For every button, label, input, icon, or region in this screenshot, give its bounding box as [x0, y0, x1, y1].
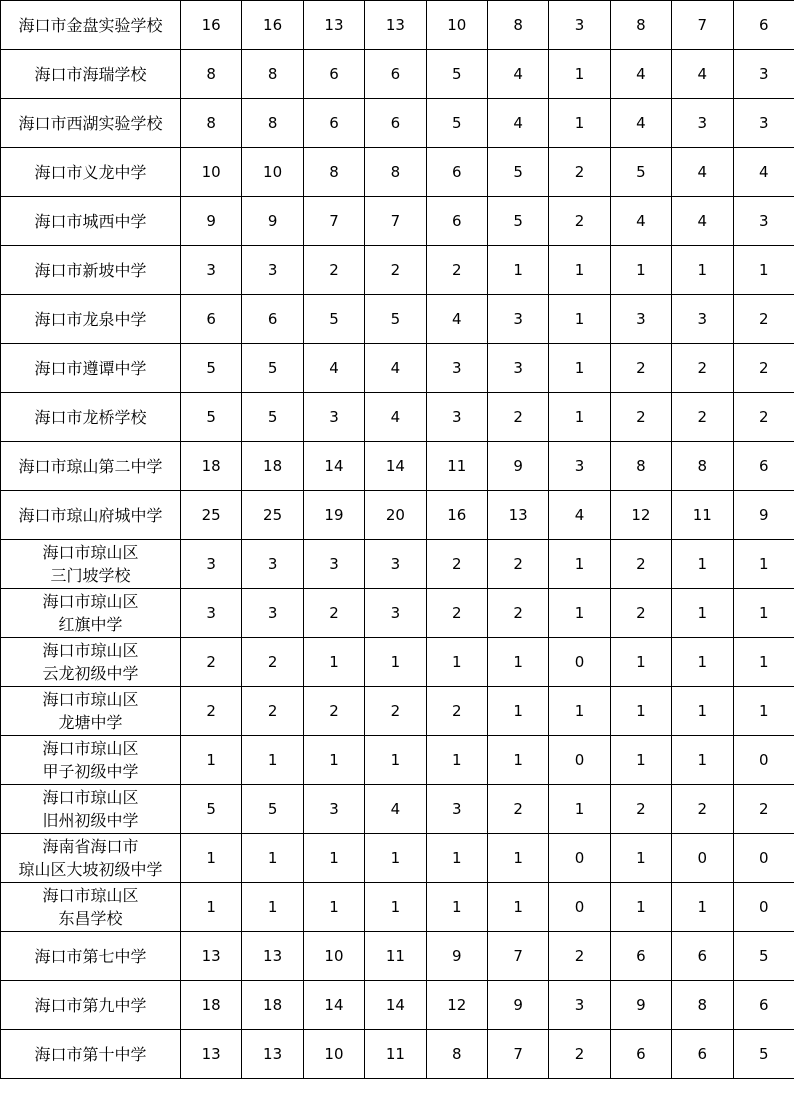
school-name-cell: [1, 99, 181, 148]
value-cell: 1: [733, 246, 794, 295]
table-row: [1, 785, 794, 834]
school-name-cell: [1, 687, 181, 736]
value-cell: 1: [303, 834, 364, 883]
value-cell: 4: [733, 148, 794, 197]
value-cell: 6: [672, 932, 733, 981]
value-cell: 25: [181, 491, 242, 540]
school-name-line: 海口市第九中学: [34, 995, 147, 1015]
value-cell: 2: [426, 589, 487, 638]
value-cell: 3: [242, 540, 303, 589]
value-cell: 2: [303, 246, 364, 295]
value-cell: 8: [181, 99, 242, 148]
value-cell: 1: [549, 295, 610, 344]
table-row: [1, 442, 794, 491]
value-cell: 1: [549, 344, 610, 393]
value-cell: 0: [549, 736, 610, 785]
value-cell: 2: [610, 589, 671, 638]
value-cell: 2: [610, 540, 671, 589]
value-cell: 0: [549, 834, 610, 883]
value-cell: 3: [242, 246, 303, 295]
value-cell: 11: [672, 491, 733, 540]
value-cell: 4: [610, 99, 671, 148]
value-cell: 7: [487, 1030, 548, 1079]
value-cell: 3: [672, 99, 733, 148]
value-cell: 2: [733, 393, 794, 442]
value-cell: 3: [426, 344, 487, 393]
value-cell: 7: [487, 932, 548, 981]
school-name-cell: [1, 638, 181, 687]
table-row: [1, 1, 794, 50]
value-cell: 1: [549, 687, 610, 736]
school-name-cell: [1, 1030, 181, 1079]
value-cell: 9: [426, 932, 487, 981]
value-cell: 2: [487, 393, 548, 442]
value-cell: 11: [426, 442, 487, 491]
value-cell: 1: [303, 638, 364, 687]
value-cell: 1: [549, 246, 610, 295]
value-cell: 8: [242, 50, 303, 99]
value-cell: 2: [303, 589, 364, 638]
table-row: [1, 491, 794, 540]
value-cell: 3: [242, 589, 303, 638]
value-cell: 4: [672, 148, 733, 197]
school-name-cell: [1, 393, 181, 442]
value-cell: 1: [610, 246, 671, 295]
table-row: [1, 981, 794, 1030]
value-cell: 2: [672, 393, 733, 442]
table-row: [1, 540, 794, 589]
school-name-line: 海南省海口市: [42, 837, 139, 856]
value-cell: 6: [303, 99, 364, 148]
value-cell: 5: [242, 785, 303, 834]
value-cell: 1: [181, 736, 242, 785]
value-cell: 1: [365, 638, 426, 687]
table-row: [1, 638, 794, 687]
value-cell: 1: [549, 393, 610, 442]
value-cell: 2: [733, 344, 794, 393]
value-cell: 2: [242, 687, 303, 736]
school-name-cell: [1, 785, 181, 834]
value-cell: 2: [426, 540, 487, 589]
school-name-line: 海口市义龙中学: [34, 162, 147, 182]
value-cell: 3: [549, 1, 610, 50]
school-name-line: 三门坡学校: [50, 566, 131, 585]
value-cell: 1: [672, 540, 733, 589]
value-cell: 2: [672, 785, 733, 834]
value-cell: 3: [426, 785, 487, 834]
value-cell: 18: [242, 981, 303, 1030]
value-cell: 2: [487, 785, 548, 834]
value-cell: 14: [303, 442, 364, 491]
school-name-line: 云龙初级中学: [42, 664, 139, 683]
value-cell: 5: [610, 148, 671, 197]
value-cell: 2: [549, 148, 610, 197]
table-row: [1, 736, 794, 785]
value-cell: 11: [365, 1030, 426, 1079]
value-cell: 5: [303, 295, 364, 344]
value-cell: 9: [487, 442, 548, 491]
value-cell: 13: [242, 1030, 303, 1079]
value-cell: 9: [733, 491, 794, 540]
value-cell: 0: [733, 736, 794, 785]
value-cell: 8: [610, 442, 671, 491]
value-cell: 5: [242, 344, 303, 393]
value-cell: 13: [303, 1, 364, 50]
value-cell: 16: [426, 491, 487, 540]
school-name-line: 海口市龙桥学校: [34, 407, 147, 427]
value-cell: 8: [672, 442, 733, 491]
school-name-cell: [1, 50, 181, 99]
school-name-line: 海口市城西中学: [34, 211, 147, 231]
value-cell: 1: [610, 736, 671, 785]
value-cell: 2: [487, 540, 548, 589]
value-cell: 3: [303, 785, 364, 834]
school-name-cell: [1, 1, 181, 50]
value-cell: 1: [365, 883, 426, 932]
value-cell: 10: [303, 1030, 364, 1079]
value-cell: 1: [549, 50, 610, 99]
value-cell: 18: [242, 442, 303, 491]
value-cell: 5: [242, 393, 303, 442]
value-cell: 10: [303, 932, 364, 981]
value-cell: 1: [181, 883, 242, 932]
value-cell: 3: [365, 540, 426, 589]
value-cell: 8: [303, 148, 364, 197]
value-cell: 19: [303, 491, 364, 540]
school-name-cell: [1, 344, 181, 393]
value-cell: 2: [672, 344, 733, 393]
school-name-cell: [1, 246, 181, 295]
value-cell: 2: [549, 197, 610, 246]
school-name-line: 海口市琼山府城中学: [18, 505, 163, 525]
value-cell: 6: [426, 197, 487, 246]
table-body: [1, 1, 794, 1079]
value-cell: 1: [610, 834, 671, 883]
value-cell: 3: [672, 295, 733, 344]
table-row: [1, 393, 794, 442]
table-row: [1, 834, 794, 883]
value-cell: 5: [426, 50, 487, 99]
value-cell: 1: [365, 736, 426, 785]
value-cell: 1: [303, 883, 364, 932]
value-cell: 2: [549, 932, 610, 981]
value-cell: 1: [487, 687, 548, 736]
school-name-line: 海口市琼山第二中学: [18, 456, 163, 476]
value-cell: 1: [733, 638, 794, 687]
value-cell: 1: [610, 638, 671, 687]
school-name-cell: [1, 834, 181, 883]
value-cell: 8: [672, 981, 733, 1030]
value-cell: 2: [242, 638, 303, 687]
value-cell: 13: [487, 491, 548, 540]
value-cell: 16: [242, 1, 303, 50]
value-cell: 3: [303, 393, 364, 442]
value-cell: 14: [365, 442, 426, 491]
school-name-cell: [1, 736, 181, 785]
school-name-cell: [1, 981, 181, 1030]
value-cell: 13: [181, 1030, 242, 1079]
value-cell: 14: [365, 981, 426, 1030]
value-cell: 9: [181, 197, 242, 246]
value-cell: 13: [242, 932, 303, 981]
value-cell: 0: [549, 883, 610, 932]
value-cell: 6: [733, 981, 794, 1030]
value-cell: 1: [487, 246, 548, 295]
value-cell: 16: [181, 1, 242, 50]
school-name-line: 海口市遵谭中学: [34, 358, 147, 378]
value-cell: 1: [426, 736, 487, 785]
value-cell: 2: [487, 589, 548, 638]
value-cell: 3: [181, 246, 242, 295]
value-cell: 4: [365, 393, 426, 442]
table-row: [1, 197, 794, 246]
value-cell: 1: [426, 638, 487, 687]
school-name-line: 海口市新坡中学: [34, 260, 147, 280]
school-name-line: 海口市西湖实验学校: [18, 113, 163, 133]
value-cell: 8: [181, 50, 242, 99]
value-cell: 6: [733, 442, 794, 491]
school-name-line: 红旗中学: [58, 615, 123, 634]
value-cell: 3: [549, 981, 610, 1030]
table-row: [1, 148, 794, 197]
value-cell: 1: [487, 638, 548, 687]
school-name-line: 海口市琼山区: [42, 641, 139, 660]
value-cell: 2: [426, 246, 487, 295]
school-name-cell: [1, 295, 181, 344]
value-cell: 9: [242, 197, 303, 246]
value-cell: 2: [733, 295, 794, 344]
value-cell: 6: [733, 1, 794, 50]
school-name-line: 旧州初级中学: [42, 811, 139, 830]
value-cell: 8: [426, 1030, 487, 1079]
value-cell: 1: [487, 834, 548, 883]
value-cell: 12: [426, 981, 487, 1030]
value-cell: 18: [181, 981, 242, 1030]
value-cell: 1: [549, 589, 610, 638]
school-name-line: 海口市琼山区: [42, 543, 139, 562]
value-cell: 18: [181, 442, 242, 491]
value-cell: 6: [610, 932, 671, 981]
value-cell: 2: [365, 687, 426, 736]
school-name-line: 海口市海瑞学校: [34, 64, 147, 84]
value-cell: 6: [610, 1030, 671, 1079]
value-cell: 3: [733, 197, 794, 246]
school-name-line: 海口市琼山区: [42, 788, 139, 807]
value-cell: 2: [733, 785, 794, 834]
value-cell: 2: [426, 687, 487, 736]
value-cell: 7: [672, 1, 733, 50]
value-cell: 0: [672, 834, 733, 883]
value-cell: 1: [672, 736, 733, 785]
school-name-line: 甲子初级中学: [42, 762, 139, 781]
value-cell: 10: [242, 148, 303, 197]
table-row: [1, 932, 794, 981]
value-cell: 2: [181, 638, 242, 687]
value-cell: 2: [365, 246, 426, 295]
value-cell: 8: [610, 1, 671, 50]
value-cell: 6: [242, 295, 303, 344]
school-name-line: 东昌学校: [58, 909, 123, 928]
value-cell: 8: [242, 99, 303, 148]
table-row: [1, 344, 794, 393]
school-name-line: 海口市金盘实验学校: [18, 15, 163, 35]
value-cell: 3: [487, 295, 548, 344]
value-cell: 1: [487, 883, 548, 932]
value-cell: 3: [549, 442, 610, 491]
school-name-cell: [1, 589, 181, 638]
value-cell: 5: [181, 785, 242, 834]
value-cell: 5: [733, 932, 794, 981]
value-cell: 8: [487, 1, 548, 50]
value-cell: 1: [733, 687, 794, 736]
value-cell: 8: [365, 148, 426, 197]
table-row: [1, 687, 794, 736]
value-cell: 4: [303, 344, 364, 393]
value-cell: 4: [672, 50, 733, 99]
value-cell: 13: [181, 932, 242, 981]
school-name-line: 海口市第十中学: [34, 1044, 147, 1064]
value-cell: 1: [303, 736, 364, 785]
value-cell: 7: [365, 197, 426, 246]
value-cell: 1: [672, 589, 733, 638]
value-cell: 2: [610, 344, 671, 393]
value-cell: 4: [426, 295, 487, 344]
value-cell: 0: [733, 883, 794, 932]
value-cell: 25: [242, 491, 303, 540]
value-cell: 3: [426, 393, 487, 442]
value-cell: 4: [610, 50, 671, 99]
value-cell: 4: [487, 50, 548, 99]
value-cell: 6: [672, 1030, 733, 1079]
value-cell: 10: [181, 148, 242, 197]
table-row: [1, 99, 794, 148]
value-cell: 3: [181, 540, 242, 589]
value-cell: 1: [365, 834, 426, 883]
value-cell: 12: [610, 491, 671, 540]
value-cell: 1: [733, 589, 794, 638]
value-cell: 1: [672, 883, 733, 932]
school-name-cell: [1, 148, 181, 197]
value-cell: 7: [303, 197, 364, 246]
value-cell: 0: [549, 638, 610, 687]
value-cell: 4: [365, 785, 426, 834]
value-cell: 5: [426, 99, 487, 148]
value-cell: 3: [181, 589, 242, 638]
value-cell: 1: [610, 883, 671, 932]
value-cell: 1: [487, 736, 548, 785]
school-name-line: 海口市龙泉中学: [34, 309, 147, 329]
school-name-cell: [1, 540, 181, 589]
school-name-cell: [1, 932, 181, 981]
value-cell: 14: [303, 981, 364, 1030]
value-cell: 3: [487, 344, 548, 393]
value-cell: 2: [303, 687, 364, 736]
school-name-cell: [1, 442, 181, 491]
value-cell: 3: [365, 589, 426, 638]
value-cell: 2: [549, 1030, 610, 1079]
school-name-line: 龙塘中学: [58, 713, 123, 732]
value-cell: 3: [733, 99, 794, 148]
value-cell: 1: [181, 834, 242, 883]
value-cell: 5: [733, 1030, 794, 1079]
school-name-line: 海口市琼山区: [42, 592, 139, 611]
value-cell: 11: [365, 932, 426, 981]
value-cell: 1: [549, 785, 610, 834]
table-row: [1, 883, 794, 932]
value-cell: 5: [365, 295, 426, 344]
value-cell: 1: [733, 540, 794, 589]
value-cell: 4: [487, 99, 548, 148]
school-name-line: 琼山区大坡初级中学: [18, 860, 163, 879]
value-cell: 2: [610, 785, 671, 834]
value-cell: 4: [549, 491, 610, 540]
table-row: [1, 295, 794, 344]
school-name-line: 海口市琼山区: [42, 690, 139, 709]
school-name-line: 海口市琼山区: [42, 886, 139, 905]
value-cell: 20: [365, 491, 426, 540]
table-row: [1, 1030, 794, 1079]
table-row: [1, 246, 794, 295]
value-cell: 1: [426, 883, 487, 932]
value-cell: 5: [181, 393, 242, 442]
school-name-cell: [1, 491, 181, 540]
value-cell: 4: [365, 344, 426, 393]
value-cell: 1: [672, 246, 733, 295]
value-cell: 13: [365, 1, 426, 50]
value-cell: 1: [672, 687, 733, 736]
value-cell: 9: [610, 981, 671, 1030]
value-cell: 1: [672, 638, 733, 687]
value-cell: 1: [549, 99, 610, 148]
value-cell: 6: [426, 148, 487, 197]
value-cell: 1: [242, 883, 303, 932]
value-cell: 0: [733, 834, 794, 883]
school-name-line: 海口市第七中学: [34, 946, 147, 966]
value-cell: 3: [610, 295, 671, 344]
value-cell: 1: [610, 687, 671, 736]
value-cell: 1: [242, 736, 303, 785]
table-row: [1, 50, 794, 99]
value-cell: 6: [303, 50, 364, 99]
value-cell: 5: [487, 148, 548, 197]
value-cell: 1: [549, 540, 610, 589]
value-cell: 2: [181, 687, 242, 736]
table-row: [1, 589, 794, 638]
value-cell: 2: [610, 393, 671, 442]
value-cell: 1: [242, 834, 303, 883]
value-cell: 6: [365, 50, 426, 99]
value-cell: 3: [303, 540, 364, 589]
value-cell: 5: [487, 197, 548, 246]
school-name-cell: [1, 197, 181, 246]
school-name-cell: [1, 883, 181, 932]
value-cell: 4: [672, 197, 733, 246]
value-cell: 3: [733, 50, 794, 99]
school-name-line: 海口市琼山区: [42, 739, 139, 758]
value-cell: 10: [426, 1, 487, 50]
value-cell: 4: [610, 197, 671, 246]
value-cell: 9: [487, 981, 548, 1030]
value-cell: 6: [365, 99, 426, 148]
value-cell: 6: [181, 295, 242, 344]
value-cell: 5: [181, 344, 242, 393]
value-cell: 1: [426, 834, 487, 883]
